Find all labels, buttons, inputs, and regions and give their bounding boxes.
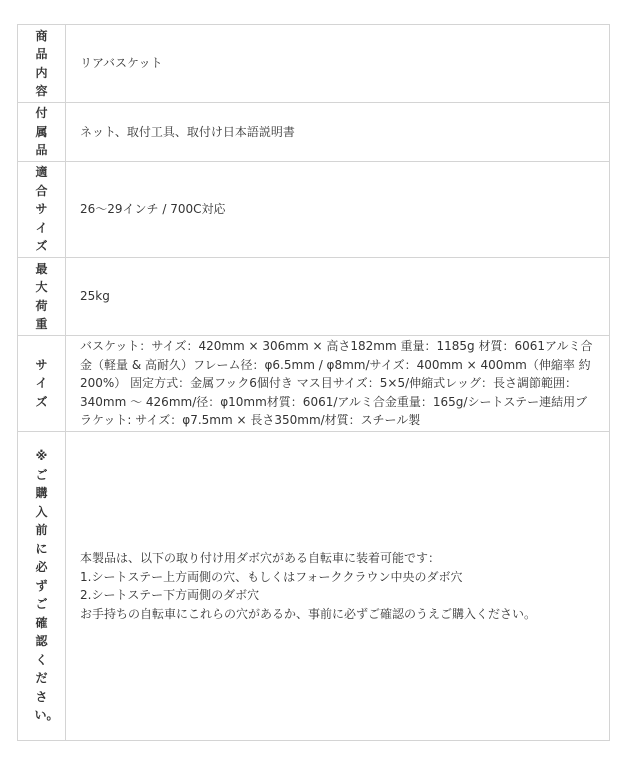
row-value-text: リアバスケット — [80, 56, 163, 71]
row-label: 商品内容 — [35, 28, 48, 98]
row-label: サイズ — [35, 357, 48, 409]
row-value-text: バスケット：サイズ：420mm × 306mm × 高さ182mm 重量：1185g 材質：6061アルミ合金（軽量 & 高耐久）フレーム径：φ6.5mm / φ8mm/サイズ：400mm × 400mm（伸縮率 約200%） 固定方式：金属フック6個付き マス目サイズ：5×5/伸縮式レッグ：長さ調節範囲：340mm 〜 426mm/径：φ10mm材質：6061/アルミ合金重量：165g/シートステー連結用ブラケット: サイズ：φ7.5mm × 長さ350mm/材質：スチール製 — [80, 339, 593, 428]
product-spec-table — [17, 24, 610, 741]
row-value — [66, 103, 610, 162]
table-row — [18, 103, 610, 162]
row-header — [18, 162, 66, 258]
table-row — [18, 432, 610, 741]
row-header — [18, 432, 66, 741]
row-value — [66, 432, 610, 741]
row-value — [66, 25, 610, 103]
table-row — [18, 162, 610, 258]
row-value — [66, 336, 610, 432]
row-header — [18, 336, 66, 432]
row-value — [66, 162, 610, 258]
table-row — [18, 258, 610, 336]
row-value — [66, 258, 610, 336]
row-header — [18, 258, 66, 336]
row-label: 付属品 — [35, 106, 48, 158]
row-header — [18, 103, 66, 162]
table-row — [18, 336, 610, 432]
table-row — [18, 25, 610, 103]
row-value-text: 本製品は、以下の取り付け用ダボ穴がある自転車に装着可能です： 1.シートステー上方両側の穴、もしくはフォーククラウン中央のダボ穴 2.シートステー下方両側のダボ穴 お手持ちの自転車にこれらの穴があるか、事前に必ずご確認のうえご購入ください。 — [80, 551, 537, 621]
row-value-text: 26〜29インチ / 700C対応 — [80, 202, 226, 217]
row-label: ※ご購入前に必ずご確認ください。 — [34, 449, 59, 723]
row-label: 適合サイズ — [35, 165, 48, 254]
row-label: 最大荷重 — [35, 261, 48, 331]
row-value-text: ネット、取付工具、取付け日本語説明書 — [80, 124, 295, 139]
row-header — [18, 25, 66, 103]
row-value-text: 25kg — [80, 289, 110, 304]
